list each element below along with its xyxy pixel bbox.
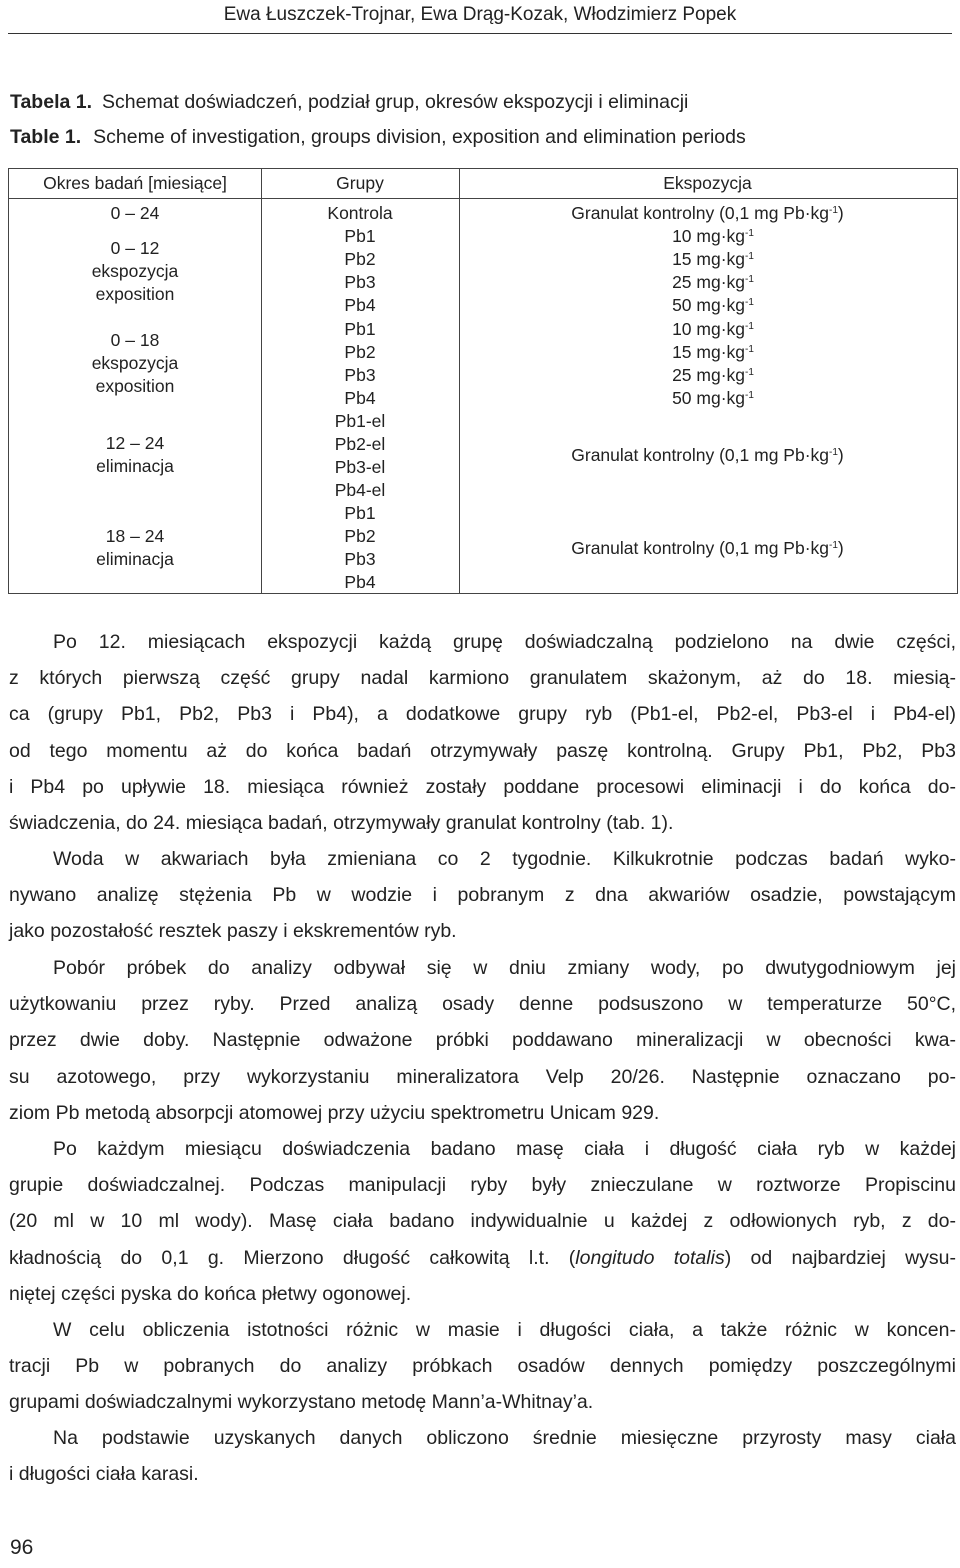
header-rule <box>8 33 952 34</box>
paragraph-1: Po 12. miesiącach ekspozycji każdą grupę doświadczalną podzielono na dwie części, z których pierwszą część grupy nadal karmiono granulatem skażonym, aż do 18. miesią- ca (grupy Pb1, Pb2, Pb3 i Pb4), a dodatkowe grupy ryb (Pb1-el, Pb2-el, Pb3-el i Pb4-el) od tego momentu aż do końca badań otrzymywały paszę kontrolną. Grupy Pb1, Pb2, Pb3 i Pb4 po upływie 18. miesiąca również zostały poddane procesowi eliminacji i do końca do- świadczenia, do 24. miesiąca badań, otrzymywały granulat kontrolny (tab. 1). <box>9 631 956 834</box>
caption-pl-text: Schemat doświadczeń, podział grup, okresów ekspozycji i eliminacji <box>102 91 689 113</box>
paragraph-5: W celu obliczenia istotności różnic w masie i długości ciała, a także różnic w koncen- tracji Pb w pobranych do analizy próbkach osadów dennych pomiędzy poszczególnymi grupami doświadczalnymi wykorzystano metodę Mann’a-Whitnay’a. <box>9 1319 956 1414</box>
block2-doses: 10 $mg\cdot kg^{-1}$ 15 $mg\cdot kg^{-1}$ 25 $mg\cdot kg^{-1}$ 50 $mg\cdot kg^{-1}$ <box>672 319 754 408</box>
paragraph-2: Woda w akwariach była zmieniana co 2 tygodnie. Kilkukrotnie podczas badań wyko- nywano analizę stężenia Pb w wodzie i pobranym z dna akwariów osadzie, powstającym jako pozostałość resztek paszy i ekskrementów ryb. <box>9 848 956 943</box>
table-divider-col2 <box>459 169 460 593</box>
experiment-table <box>8 168 958 594</box>
page-number: 96 <box>10 1536 34 1559</box>
paragraph-4: Po każdym miesiącu doświadczenia badano masę ciała i długość ciała ryb w każdej grupie doświadczalnej. Podczas manipulacji ryby były znieczulane w roztworze Propiscinu (20 ml w 10 ml wody). Masę ciała badano indywidualnie u każdej z odłowionych ryb, z do- kładnością do 0,1 g. Mierzono długość całkowitą l.t. (longitudo totalis) od najbardziej wysu- niętej części pyska do końca płetwy ogonowej. <box>9 1138 957 1305</box>
line-with-italic: kładnością do 0,1 g. Mierzono długość całkowitą l.t. (longitudo totalis) od najbardziej wysu- <box>9 1246 957 1269</box>
italic-term: longitudo totalis <box>575 1246 725 1269</box>
block1-groups: Pb1 Pb2 Pb3 Pb4 <box>344 226 376 315</box>
control-period: 0 – 24 <box>110 203 160 223</box>
caption-en-label: Table 1. <box>10 126 82 148</box>
control-group: Kontrola <box>327 203 393 223</box>
col-header-exposure: Ekspozycja <box>663 173 752 193</box>
block1-doses: 10 $mg\cdot kg^{-1}$ 15 $mg\cdot kg^{-1}$ 25 $mg\cdot kg^{-1}$ 50 $mg\cdot kg^{-1}$ <box>672 226 754 315</box>
paragraph-6: Na podstawie uzyskanych danych obliczono średnie miesięczne przyrosty masy ciała i długości ciała karasi. <box>9 1427 956 1486</box>
col-header-period: Okres badań [miesiące] <box>43 173 227 193</box>
block3-exposure: Granulat kontrolny (0,1 mg $Pb\cdot kg^{-1}$) <box>571 445 844 465</box>
caption-pl-label: Tabela 1. <box>10 91 93 113</box>
caption-en-text: Scheme of investigation, groups division, exposition and elimination periods <box>93 126 746 148</box>
block3-groups: Pb1-el Pb2-el Pb3-el Pb4-el <box>334 411 386 500</box>
table-caption-pl <box>10 90 688 114</box>
table-header-rule <box>9 198 957 199</box>
running-header: Ewa Łuszczek-Trojnar, Ewa Drąg-Kozak, Włodzimierz Popek <box>223 4 737 25</box>
control-exposure: Granulat kontrolny (0,1 mg $Pb\cdot kg^{-1}$) <box>571 203 844 223</box>
col-header-groups: Grupy <box>336 173 384 193</box>
block4-period: 18 – 24 eliminacja <box>96 526 174 569</box>
table-caption-en <box>10 125 746 149</box>
block1-period: 0 – 12 ekspozycja exposition <box>91 238 179 304</box>
paragraph-3: Pobór próbek do analizy odbywał się w dniu zmiany wody, po dwutygodniowym jej użytkowaniu przez ryby. Przed analizą osady denne podsuszono w temperaturze 50°C, przez dwie doby. Następnie odważone próbki poddawano mineralizacji w obecności kwa- su azotowego, przy wykorzystaniu mineralizatora Velp 20/26. Następnie oznaczano po- ziom Pb metodą absorpcji atomowej przy użyciu spektrometru Unicam 929. <box>9 957 956 1124</box>
block2-groups: Pb1 Pb2 Pb3 Pb4 <box>344 319 376 408</box>
block4-exposure: Granulat kontrolny (0,1 mg $Pb\cdot kg^{-1}$) <box>571 538 844 558</box>
block2-period: 0 – 18 ekspozycja exposition <box>91 330 179 396</box>
block4-groups: Pb1 Pb2 Pb3 Pb4 <box>344 503 376 592</box>
block3-period: 12 – 24 eliminacja <box>96 433 174 476</box>
